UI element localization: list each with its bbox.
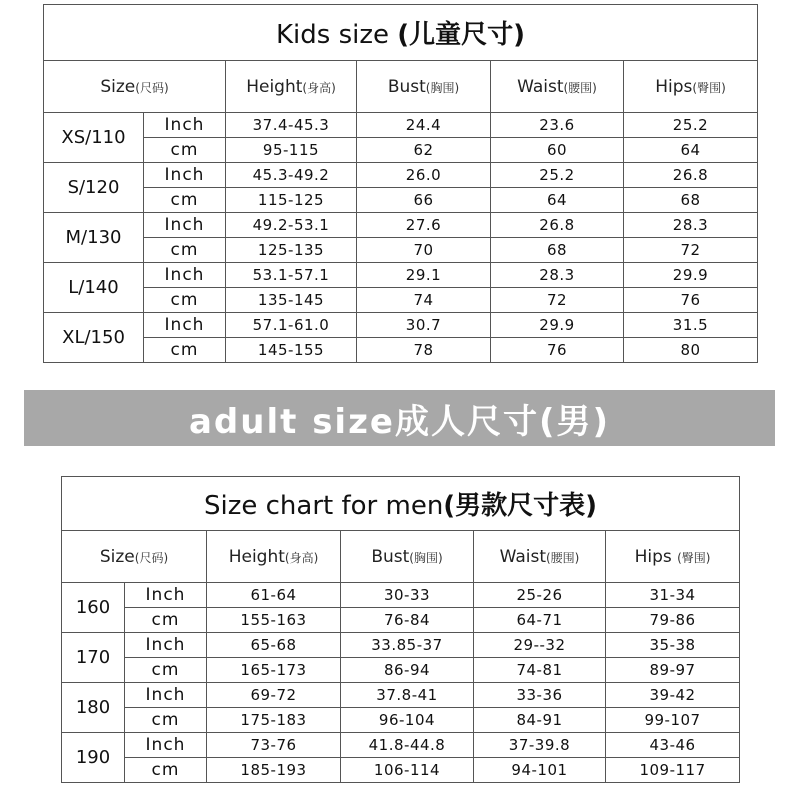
table-row: [44, 263, 758, 288]
hips-value: 28.3: [624, 213, 758, 238]
kids-title-en: Kids size: [275, 20, 398, 50]
size-label: 190: [62, 733, 125, 783]
men-title-en: Size chart for men: [203, 491, 444, 521]
height-value: 95-115: [226, 138, 357, 163]
unit-label: cm: [144, 188, 226, 213]
table-row: [44, 338, 758, 363]
height-value: 135-145: [226, 288, 357, 313]
size-label: L/140: [44, 263, 144, 313]
table-row: [62, 658, 740, 683]
height-value: 73-76: [207, 733, 341, 758]
table-row: [44, 188, 758, 213]
header-waist: Waist(腰围): [491, 61, 624, 113]
hips-value: 39-42: [606, 683, 740, 708]
waist-value: 25.2: [491, 163, 624, 188]
kids-table-body: [44, 113, 758, 363]
waist-value: 84-91: [474, 708, 606, 733]
hips-value: 26.8: [624, 163, 758, 188]
men-table-title: [62, 477, 740, 531]
table-row: [62, 608, 740, 633]
bust-value: 27.6: [357, 213, 491, 238]
bust-value: 30-33: [341, 583, 474, 608]
waist-value: 29--32: [474, 633, 606, 658]
size-label: S/120: [44, 163, 144, 213]
waist-value: 26.8: [491, 213, 624, 238]
bust-value: 41.8-44.8: [341, 733, 474, 758]
waist-value: 72: [491, 288, 624, 313]
size-label: M/130: [44, 213, 144, 263]
table-row: [44, 313, 758, 338]
bust-value: 96-104: [341, 708, 474, 733]
bust-value: 62: [357, 138, 491, 163]
bust-value: 24.4: [357, 113, 491, 138]
bust-value: 70: [357, 238, 491, 263]
hips-value: 76: [624, 288, 758, 313]
hips-value: 79-86: [606, 608, 740, 633]
bust-value: 33.85-37: [341, 633, 474, 658]
height-value: 65-68: [207, 633, 341, 658]
table-row: [62, 708, 740, 733]
header-bust: Bust(胸围): [357, 61, 491, 113]
kids-title-cn: (儿童尺寸): [397, 20, 526, 50]
waist-value: 23.6: [491, 113, 624, 138]
unit-label: Inch: [144, 163, 226, 188]
table-row: [44, 138, 758, 163]
hips-value: 35-38: [606, 633, 740, 658]
kids-size-table: [43, 4, 758, 363]
unit-label: Inch: [125, 633, 207, 658]
hips-value: 31.5: [624, 313, 758, 338]
bust-value: 106-114: [341, 758, 474, 783]
bust-value: 66: [357, 188, 491, 213]
height-value: 155-163: [207, 608, 341, 633]
size-label: XS/110: [44, 113, 144, 163]
waist-value: 37-39.8: [474, 733, 606, 758]
men-size-table: [61, 476, 740, 783]
unit-label: cm: [125, 658, 207, 683]
header-waist: Waist(腰围): [474, 531, 606, 583]
adult-size-banner: adult size成人尺寸(男): [24, 390, 775, 446]
table-row: [62, 733, 740, 758]
waist-value: 64-71: [474, 608, 606, 633]
size-label: XL/150: [44, 313, 144, 363]
unit-label: cm: [144, 338, 226, 363]
hips-value: 72: [624, 238, 758, 263]
unit-label: Inch: [125, 733, 207, 758]
bust-value: 74: [357, 288, 491, 313]
hips-value: 68: [624, 188, 758, 213]
waist-value: 60: [491, 138, 624, 163]
table-row: [62, 633, 740, 658]
waist-value: 33-36: [474, 683, 606, 708]
height-value: 185-193: [207, 758, 341, 783]
waist-value: 25-26: [474, 583, 606, 608]
height-value: 37.4-45.3: [226, 113, 357, 138]
hips-value: 29.9: [624, 263, 758, 288]
hips-value: 25.2: [624, 113, 758, 138]
hips-value: 109-117: [606, 758, 740, 783]
height-value: 115-125: [226, 188, 357, 213]
unit-label: Inch: [144, 213, 226, 238]
table-row: [44, 238, 758, 263]
table-row: [44, 213, 758, 238]
waist-value: 29.9: [491, 313, 624, 338]
height-value: 165-173: [207, 658, 341, 683]
height-value: 57.1-61.0: [226, 313, 357, 338]
header-hips: Hips (臀围): [606, 531, 740, 583]
bust-value: 37.8-41: [341, 683, 474, 708]
header-hips: Hips(臀围): [624, 61, 758, 113]
table-row: [62, 683, 740, 708]
unit-label: cm: [144, 288, 226, 313]
waist-value: 68: [491, 238, 624, 263]
hips-value: 31-34: [606, 583, 740, 608]
height-value: 49.2-53.1: [226, 213, 357, 238]
bust-value: 78: [357, 338, 491, 363]
kids-header-row: [44, 61, 758, 113]
hips-value: 64: [624, 138, 758, 163]
men-header-row: [62, 531, 740, 583]
unit-label: Inch: [144, 113, 226, 138]
unit-label: cm: [125, 758, 207, 783]
height-value: 125-135: [226, 238, 357, 263]
hips-value: 99-107: [606, 708, 740, 733]
kids-table-title: [44, 5, 758, 61]
unit-label: Inch: [125, 683, 207, 708]
table-row: [62, 758, 740, 783]
size-label: 160: [62, 583, 125, 633]
header-height: Height(身高): [207, 531, 341, 583]
height-value: 69-72: [207, 683, 341, 708]
unit-label: cm: [125, 608, 207, 633]
hips-value: 80: [624, 338, 758, 363]
height-value: 45.3-49.2: [226, 163, 357, 188]
header-size: Size(尺码): [62, 531, 207, 583]
size-label: 170: [62, 633, 125, 683]
unit-label: cm: [144, 238, 226, 263]
height-value: 53.1-57.1: [226, 263, 357, 288]
hips-value: 43-46: [606, 733, 740, 758]
unit-label: cm: [125, 708, 207, 733]
bust-value: 76-84: [341, 608, 474, 633]
waist-value: 64: [491, 188, 624, 213]
bust-value: 29.1: [357, 263, 491, 288]
unit-label: Inch: [144, 313, 226, 338]
header-height: Height(身高): [226, 61, 357, 113]
waist-value: 94-101: [474, 758, 606, 783]
height-value: 175-183: [207, 708, 341, 733]
unit-label: Inch: [125, 583, 207, 608]
unit-label: cm: [144, 138, 226, 163]
height-value: 145-155: [226, 338, 357, 363]
unit-label: Inch: [144, 263, 226, 288]
men-table-body: [62, 583, 740, 783]
hips-value: 89-97: [606, 658, 740, 683]
height-value: 61-64: [207, 583, 341, 608]
table-row: [62, 583, 740, 608]
bust-value: 30.7: [357, 313, 491, 338]
bust-value: 86-94: [341, 658, 474, 683]
waist-value: 76: [491, 338, 624, 363]
size-label: 180: [62, 683, 125, 733]
table-row: [44, 163, 758, 188]
header-size: Size(尺码): [44, 61, 226, 113]
table-row: [44, 288, 758, 313]
waist-value: 28.3: [491, 263, 624, 288]
bust-value: 26.0: [357, 163, 491, 188]
waist-value: 74-81: [474, 658, 606, 683]
table-row: [44, 113, 758, 138]
header-bust: Bust(胸围): [341, 531, 474, 583]
men-title-cn: (男款尺寸表): [443, 491, 598, 521]
